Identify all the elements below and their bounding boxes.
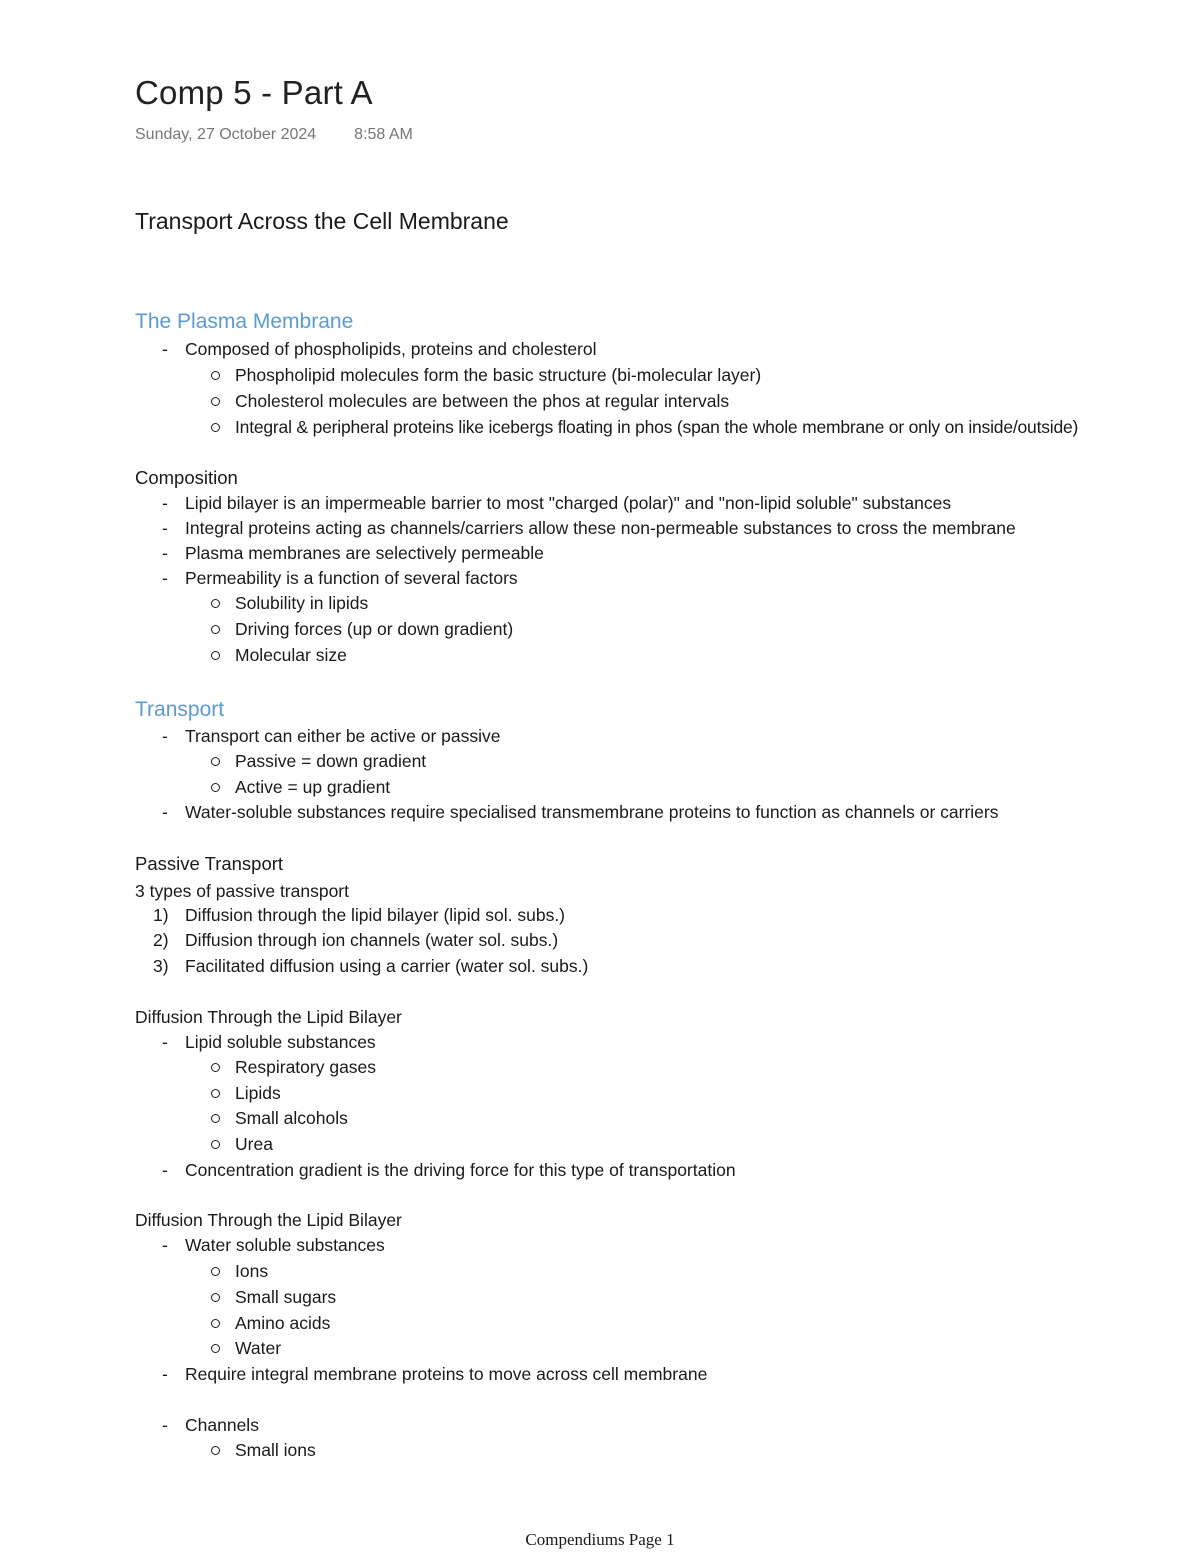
list-item: - Plasma membranes are selectively permeable — [162, 543, 544, 563]
list-item: Lipids — [235, 1082, 281, 1104]
dash-bullet: - — [162, 1160, 168, 1180]
circle-bullet-icon — [211, 1267, 220, 1276]
dash-bullet: - — [162, 493, 168, 513]
list-item: Solubility in lipids — [235, 592, 368, 614]
dash-bullet: - — [162, 1235, 168, 1255]
list-item: - Channels — [162, 1415, 259, 1435]
list-item: - Water-soluble substances require specialised transmembrane proteins to function as channels or carriers — [162, 802, 999, 822]
list-item: Active = up gradient — [235, 776, 390, 798]
circle-bullet-icon — [211, 397, 220, 406]
page-meta — [135, 126, 413, 144]
page-title: Comp 5 - Part A — [135, 74, 373, 111]
circle-bullet-icon — [211, 423, 220, 432]
dash-bullet: - — [162, 1364, 168, 1384]
circle-bullet-icon — [211, 1319, 220, 1328]
dash-bullet: - — [162, 1032, 168, 1052]
list-item: Small alcohols — [235, 1107, 348, 1129]
circle-bullet-icon — [211, 651, 220, 660]
list-item: Molecular size — [235, 644, 347, 666]
list-item: - Lipid soluble substances — [162, 1032, 376, 1052]
circle-bullet-icon — [211, 1089, 220, 1098]
list-item: 3) Facilitated diffusion using a carrier (water sol. subs.) — [153, 956, 589, 976]
list-item: Driving forces (up or down gradient) — [235, 618, 513, 640]
list-item: Amino acids — [235, 1312, 330, 1334]
heading-passive-transport: Passive Transport — [135, 853, 284, 874]
list-item: - Lipid bilayer is an impermeable barrier to most "charged (polar)" and "non-lipid soluble" substances — [162, 493, 952, 513]
page-footer: Compendiums Page 1 — [525, 1530, 675, 1549]
circle-bullet-icon — [211, 1140, 220, 1149]
list-item: Urea — [235, 1133, 273, 1155]
heading-main: Transport Across the Cell Membrane — [135, 208, 509, 234]
list-item: Integral & peripheral proteins like icebergs floating in phos (span the whole membrane or only on inside/outside) — [235, 416, 1078, 438]
list-item: - Water soluble substances — [162, 1235, 385, 1255]
dash-bullet: - — [162, 518, 168, 538]
heading-transport: Transport — [135, 698, 225, 721]
list-number: 1) — [153, 905, 169, 925]
dash-bullet: - — [162, 568, 168, 588]
circle-bullet-icon — [211, 1063, 220, 1072]
list-item: Phospholipid molecules form the basic structure (bi-molecular layer) — [235, 364, 761, 386]
list-item: 2) Diffusion through ion channels (water sol. subs.) — [153, 930, 559, 950]
circle-bullet-icon — [211, 1446, 220, 1455]
circle-bullet-icon — [211, 625, 220, 634]
dash-bullet: - — [162, 339, 168, 359]
circle-bullet-icon — [211, 1293, 220, 1302]
list-item: Ions — [235, 1260, 268, 1282]
dash-bullet: - — [162, 543, 168, 563]
list-item: Respiratory gases — [235, 1056, 376, 1078]
dash-bullet: - — [162, 726, 168, 746]
page-time: 8:58 AM — [354, 126, 413, 143]
circle-bullet-icon — [211, 371, 220, 380]
list-item: - Permeability is a function of several factors — [162, 568, 518, 588]
heading-composition: Composition — [135, 467, 238, 488]
list-item: - Require integral membrane proteins to move across cell membrane — [162, 1364, 708, 1384]
circle-bullet-icon — [211, 1344, 220, 1353]
heading-diffusion-lipid: Diffusion Through the Lipid Bilayer — [135, 1007, 402, 1027]
passive-intro: 3 types of passive transport — [135, 881, 349, 901]
list-item: - Transport can either be active or passive — [162, 726, 501, 746]
circle-bullet-icon — [211, 1114, 220, 1123]
list-item: - Concentration gradient is the driving force for this type of transportation — [162, 1160, 736, 1180]
circle-bullet-icon — [211, 757, 220, 766]
dash-bullet: - — [162, 1415, 168, 1435]
list-item: - Composed of phospholipids, proteins and cholesterol — [162, 339, 597, 359]
list-item: Small ions — [235, 1439, 316, 1461]
heading-plasma-membrane: The Plasma Membrane — [135, 310, 354, 333]
list-item: Cholesterol molecules are between the phos at regular intervals — [235, 390, 729, 412]
list-item: 1) Diffusion through the lipid bilayer (lipid sol. subs.) — [153, 905, 566, 925]
list-item: Small sugars — [235, 1286, 336, 1308]
list-number: 3) — [153, 956, 169, 976]
heading-diffusion-water: Diffusion Through the Lipid Bilayer — [135, 1210, 402, 1230]
list-item: Water — [235, 1337, 281, 1359]
page-date: Sunday, 27 October 2024 — [135, 126, 317, 143]
list-item: Passive = down gradient — [235, 750, 426, 772]
circle-bullet-icon — [211, 599, 220, 608]
dash-bullet: - — [162, 802, 168, 822]
list-item: - Integral proteins acting as channels/carriers allow these non-permeable substances to cross the membrane — [162, 518, 1016, 538]
circle-bullet-icon — [211, 783, 220, 792]
list-number: 2) — [153, 930, 169, 950]
